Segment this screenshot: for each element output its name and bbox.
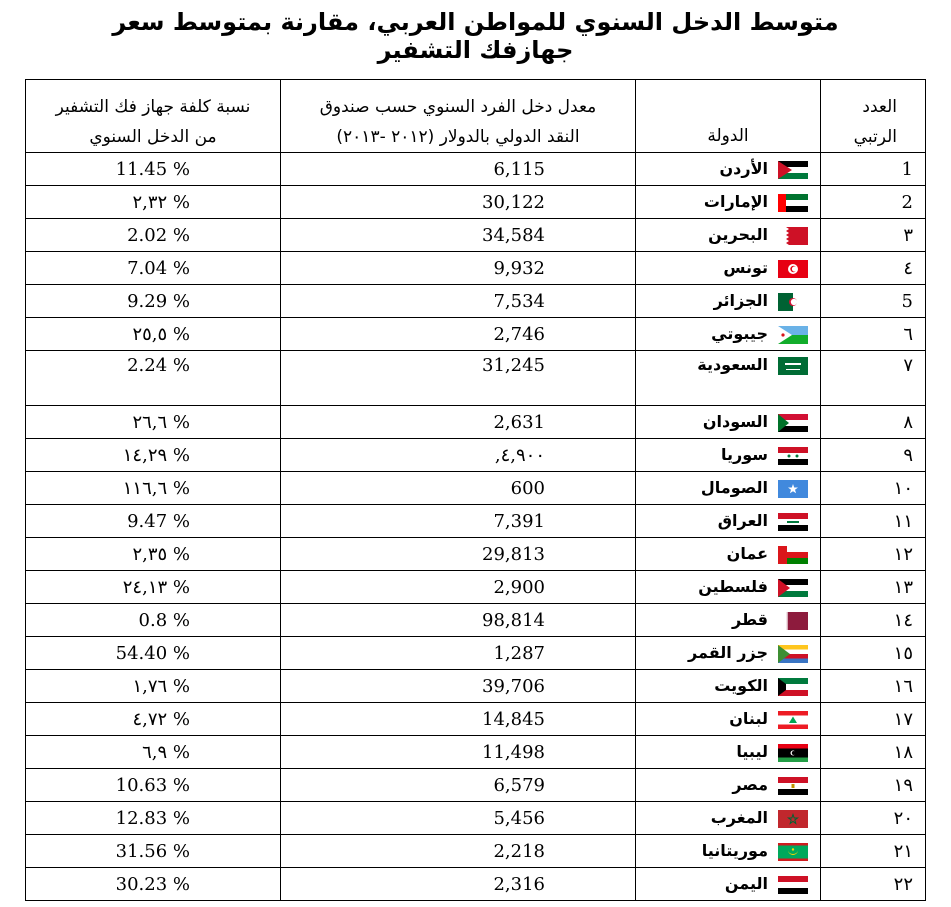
percentage-cell: % 9.29	[26, 285, 281, 318]
percentage-cell: % ١,٧٦	[26, 670, 281, 703]
rank-cell: ١٦	[821, 670, 926, 703]
country-name: السعودية	[697, 355, 768, 374]
table-row	[26, 285, 926, 318]
country-cell	[636, 153, 821, 186]
country-name: جزر القمر	[688, 643, 768, 663]
header-pct-line-2: من الدخل السنوي	[89, 127, 217, 147]
lebanon-flag-icon	[778, 711, 808, 729]
country-name: مصر	[732, 775, 768, 795]
yemen-flag-icon	[778, 876, 808, 894]
country-name: السودان	[702, 412, 768, 432]
country-cell	[636, 219, 821, 252]
sudan-flag-icon	[778, 414, 808, 432]
rank-cell: ٩	[821, 439, 926, 472]
income-cell: 2,218	[281, 835, 636, 868]
djibouti-flag-icon	[778, 326, 808, 344]
percentage-cell: % ٢,٣٥	[26, 538, 281, 571]
table-row	[26, 153, 926, 186]
saudi-flag-icon	[778, 357, 808, 375]
rank-cell: ٢٢	[821, 868, 926, 901]
country-name: المغرب	[710, 808, 768, 828]
table-row	[26, 252, 926, 285]
income-cell: 5,456	[281, 802, 636, 835]
income-cell: 11,498	[281, 736, 636, 769]
country-cell	[636, 351, 821, 406]
rank-cell: ١٨	[821, 736, 926, 769]
country-cell	[636, 186, 821, 219]
country-cell	[636, 868, 821, 901]
country-name: الإمارات	[703, 192, 768, 212]
bahrain-flag-icon	[778, 227, 808, 245]
country-name: عمان	[726, 544, 768, 564]
table-row	[26, 505, 926, 538]
income-cell: 14,845	[281, 703, 636, 736]
income-cell: 34,584	[281, 219, 636, 252]
country-cell	[636, 252, 821, 285]
percentage-cell: % 10.63	[26, 769, 281, 802]
header-income-line-1: معدل دخل الفرد السنوي حسب صندوق	[319, 97, 597, 117]
percentage-cell: % ٢٤,١٣	[26, 571, 281, 604]
percentage-cell: % 54.40	[26, 637, 281, 670]
rank-cell: ١٤	[821, 604, 926, 637]
percentage-cell: % 2.24	[26, 351, 281, 406]
table-row	[26, 406, 926, 439]
table-row	[26, 571, 926, 604]
tunisia-flag-icon	[778, 260, 808, 278]
rank-cell: ١٥	[821, 637, 926, 670]
page-title	[0, 8, 951, 64]
oman-flag-icon	[778, 546, 808, 564]
kuwait-flag-icon	[778, 678, 808, 696]
header-row	[26, 80, 926, 153]
rank-cell: ١٣	[821, 571, 926, 604]
percentage-cell: % 7.04	[26, 252, 281, 285]
country-cell	[636, 736, 821, 769]
income-cell: 39,706	[281, 670, 636, 703]
country-name: لبنان	[729, 709, 768, 729]
country-cell	[636, 318, 821, 351]
table-row	[26, 219, 926, 252]
percentage-cell: % ٦,٩	[26, 736, 281, 769]
income-cell: 2,316	[281, 868, 636, 901]
country-cell	[636, 538, 821, 571]
rank-cell: ١٩	[821, 769, 926, 802]
rank-cell: ٧	[821, 351, 926, 406]
uae-flag-icon	[778, 194, 808, 212]
table-row	[26, 186, 926, 219]
country-cell	[636, 604, 821, 637]
income-cell: 2,900	[281, 571, 636, 604]
comoros-flag-icon	[778, 645, 808, 663]
country-name: جيبوتي	[711, 324, 768, 344]
percentage-cell: % ٢٥,٥	[26, 318, 281, 351]
title-line-1: متوسط الدخل السنوي للمواطن العربي، مقارنة بمتوسط سعر	[112, 8, 839, 36]
country-cell	[636, 802, 821, 835]
country-name: الجزائر	[713, 291, 768, 311]
table-body	[26, 153, 926, 901]
income-cell: ٤,٩٠٠,	[281, 439, 636, 472]
country-cell	[636, 769, 821, 802]
percentage-cell: % ٢٦,٦	[26, 406, 281, 439]
country-name: موريتانيا	[701, 841, 768, 861]
header-percentage	[26, 80, 281, 153]
country-cell	[636, 571, 821, 604]
percentage-cell: % ٢,٣٢	[26, 186, 281, 219]
income-cell: 1,287	[281, 637, 636, 670]
percentage-cell: % 30.23	[26, 868, 281, 901]
country-name: فلسطين	[698, 577, 768, 597]
income-cell: 7,391	[281, 505, 636, 538]
country-cell	[636, 835, 821, 868]
table-row	[26, 802, 926, 835]
country-cell	[636, 472, 821, 505]
country-cell	[636, 637, 821, 670]
somalia-flag-icon	[778, 480, 808, 498]
jordan-flag-icon	[778, 161, 808, 179]
country-cell	[636, 670, 821, 703]
income-cell: 2,746	[281, 318, 636, 351]
income-cell: 6,115	[281, 153, 636, 186]
country-name: الصومال	[700, 478, 768, 498]
egypt-flag-icon	[778, 777, 808, 795]
table-row	[26, 439, 926, 472]
title-line-2: جهازفك التشفير	[377, 36, 574, 64]
income-cell: 98,814	[281, 604, 636, 637]
header-country: الدولة	[636, 80, 821, 153]
country-name: سوريا	[721, 445, 768, 465]
iraq-flag-icon	[778, 513, 808, 531]
country-cell	[636, 703, 821, 736]
percentage-cell: % 0.8	[26, 604, 281, 637]
income-cell: 7,534	[281, 285, 636, 318]
rank-cell: ١٢	[821, 538, 926, 571]
country-name: الأردن	[719, 159, 768, 179]
country-name: اليمن	[724, 874, 768, 894]
percentage-cell: % 31.56	[26, 835, 281, 868]
table-row	[26, 637, 926, 670]
rank-cell: ١١	[821, 505, 926, 538]
rank-cell: 2	[821, 186, 926, 219]
country-name: تونس	[723, 258, 768, 278]
percentage-cell: % ٤,٧٢	[26, 703, 281, 736]
rank-cell: ١٠	[821, 472, 926, 505]
country-name: الكويت	[714, 676, 768, 696]
rank-cell: 1	[821, 153, 926, 186]
table-row	[26, 472, 926, 505]
rank-cell: ١٧	[821, 703, 926, 736]
income-table	[25, 79, 926, 901]
rank-cell: ٢٠	[821, 802, 926, 835]
table-row	[26, 769, 926, 802]
libya-flag-icon	[778, 744, 808, 762]
table-row	[26, 604, 926, 637]
header-rank	[821, 80, 926, 153]
rank-cell: ٨	[821, 406, 926, 439]
country-cell	[636, 505, 821, 538]
percentage-cell: % 12.83	[26, 802, 281, 835]
rank-cell: 5	[821, 285, 926, 318]
country-name: البحرين	[708, 225, 768, 245]
percentage-cell: % 2.02	[26, 219, 281, 252]
table-row	[26, 703, 926, 736]
percentage-cell: % 9.47	[26, 505, 281, 538]
mauritania-flag-icon	[778, 843, 808, 861]
table-row	[26, 351, 926, 406]
rank-cell: ٢١	[821, 835, 926, 868]
country-name: العراق	[717, 511, 768, 531]
country-cell	[636, 406, 821, 439]
morocco-flag-icon	[778, 810, 808, 828]
algeria-flag-icon	[778, 293, 808, 311]
rank-cell: ٣	[821, 219, 926, 252]
table-row	[26, 868, 926, 901]
percentage-cell: % ١١٦,٦	[26, 472, 281, 505]
table-row	[26, 670, 926, 703]
country-name: قطر	[731, 610, 768, 630]
income-cell: 30,122	[281, 186, 636, 219]
header-income	[281, 80, 636, 153]
table-row	[26, 538, 926, 571]
country-cell	[636, 285, 821, 318]
income-cell: 29,813	[281, 538, 636, 571]
income-cell: 9,932	[281, 252, 636, 285]
income-cell: 600	[281, 472, 636, 505]
header-rank-line-2: الرتبي	[853, 127, 897, 147]
header-income-line-2: النقد الدولي بالدولار (٢٠١٢ -٢٠١٣)	[336, 127, 580, 147]
qatar-flag-icon	[778, 612, 808, 630]
rank-cell: ٤	[821, 252, 926, 285]
table-row	[26, 318, 926, 351]
palestine-flag-icon	[778, 579, 808, 597]
percentage-cell: % 11.45	[26, 153, 281, 186]
syria-flag-icon	[778, 447, 808, 465]
country-name: ليبيا	[736, 742, 768, 762]
rank-cell: ٦	[821, 318, 926, 351]
income-cell: 2,631	[281, 406, 636, 439]
table-row	[26, 736, 926, 769]
percentage-cell: % ١٤,٢٩	[26, 439, 281, 472]
header-pct-line-1: نسبة كلفة جهاز فك التشفير	[55, 97, 251, 117]
country-cell	[636, 439, 821, 472]
header-rank-line-1: العدد	[862, 97, 897, 117]
table-row	[26, 835, 926, 868]
income-cell: 31,245	[281, 351, 636, 406]
income-cell: 6,579	[281, 769, 636, 802]
